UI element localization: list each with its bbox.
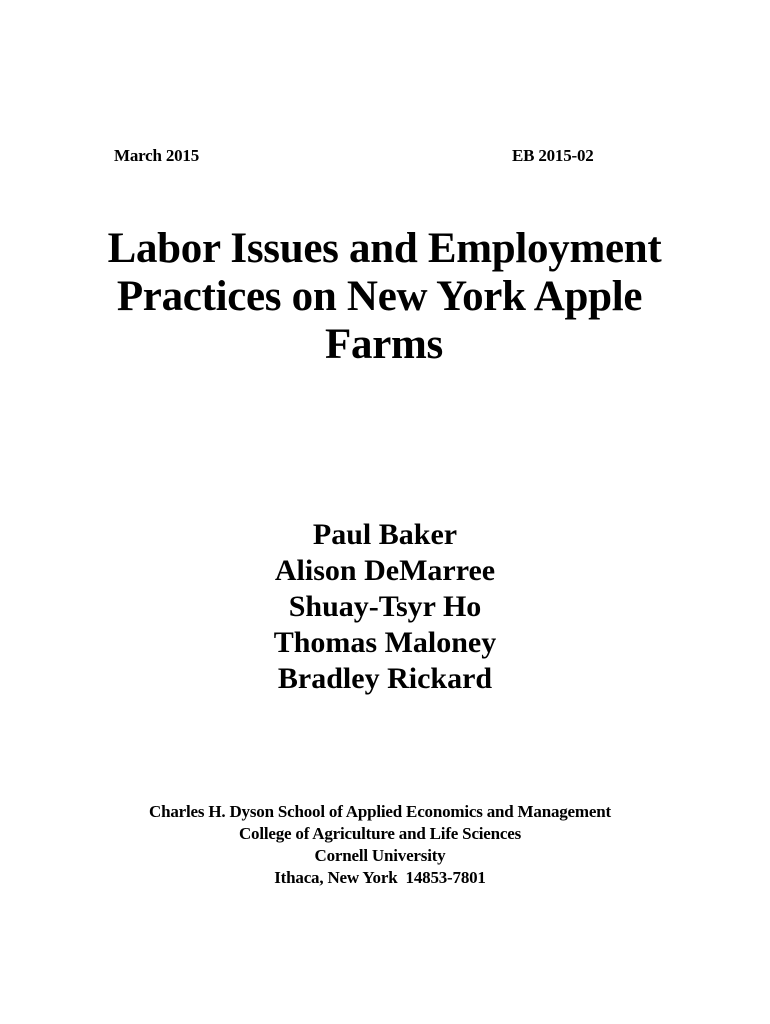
author-list <box>0 517 770 697</box>
title-line-3: Farms <box>325 321 443 368</box>
document-title <box>0 225 770 369</box>
affiliation-block <box>0 801 760 889</box>
author-name: Alison DeMarree <box>274 554 496 587</box>
author-name: Thomas Maloney <box>273 626 497 659</box>
title-line-1: Labor Issues and Employment <box>107 225 662 272</box>
bulletin-number: EB 2015-02 <box>512 146 594 165</box>
title-line-2: Practices on New York Apple <box>116 273 643 320</box>
author-name: Bradley Rickard <box>277 662 493 695</box>
affiliation-address: Ithaca, New York 14853-7801 <box>274 868 486 887</box>
author-name: Paul Baker <box>312 518 458 551</box>
affiliation-school: Charles H. Dyson School of Applied Economics and Management <box>149 802 611 821</box>
publication-date: March 2015 <box>114 146 200 165</box>
author-name: Shuay-Tsyr Ho <box>288 590 482 623</box>
affiliation-university: Cornell University <box>314 846 446 865</box>
affiliation-college: College of Agriculture and Life Sciences <box>238 824 522 843</box>
